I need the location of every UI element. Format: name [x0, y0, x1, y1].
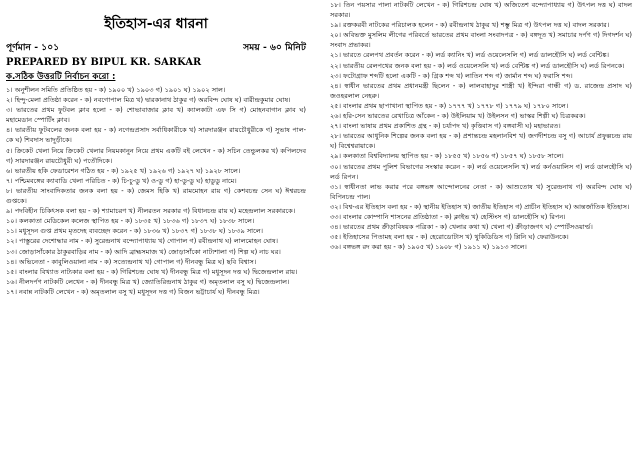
right-column [326, 0, 638, 452]
question-item: ২১। ভারতে রেলপথ প্রবর্তন করেন - ক) লর্ড ক্যানিং খ) লর্ড ওয়েলেসলি গ) লর্ড ডালহৌসি ঘ) লর্ড বেন্টিঙ্ক। [330, 51, 609, 60]
section-heading: ক.সঠিক উত্তরটি নির্বাচন করো : [6, 72, 116, 82]
question-item: ২৪। স্বাধীন ভারতের প্রথম প্রধানমন্ত্রী ছিলেন - ক) লালবাহাদুর শাস্ত্রী খ) ইন্দিরা গান্ধী গ) ড. রাজেন্দ্র প্রসাদ ঘ) জওহরলাল নেহরু। [330, 81, 632, 100]
question-item: ২৯। কলকাতা বিশ্ববিদ্যালয় স্থাপিত হয় - ক) ১৮৫৫ খ) ১৮৫৬ গ) ১৮৫৭ ঘ) ১৮৫৮ সালে। [330, 152, 564, 161]
question-item: ৭। পশ্চিমবঙ্গের ক্যাবাডি খেলা পরিচিত - ক) চি-চু-ডু খ) ও-ডু গ) হা-ডু-ডু ঘ) হাডুডু নামে। [6, 176, 237, 185]
question-item: ৫। ক্রিকেট খেলা নিয়ে ক্রিকেট খেলার নিয়মকানুন নিয়ে প্রথম একটি বই লেখেন - ক) সচিন তেন্ডুলকর খ) কপিলদেব গ) সারদারঞ্জন রায়চৌধুরী ঘ) পতৌদিকে। [6, 146, 306, 165]
question-item: ৩৪। ভারতের প্রথম ক্রীড়াবিষয়ক পত্রিকা - ক) খেলার কথা খ) খেলা গ) ক্রীড়াজগৎ ঘ) স্পোর্টসওয়ার্ল্ড। [330, 223, 593, 232]
question-item: ৩৬। বঙ্গভঙ্গ রদ করা হয় - ক) ১৯০৫ খ) ১৯০৮ গ) ১৯১১ ঘ) ১৯১৩ সালে। [330, 243, 527, 252]
question-item: ২৭। বাংলা ভাষায় প্রথম প্রকাশিত গ্রন্থ - ক) চর্যাপদ খ) কৃত্তিবাস গ) বঙ্গবাসী ঘ) মহাভারত। [330, 122, 561, 131]
left-column [0, 0, 312, 452]
question-item: ৯। পদবিহীন চিকিৎসক বলা হয় - ক) শ্যামাচরণ খ) নীলরতন সরকার গ) বিধানচন্দ্র রায় ঘ) মহেন্দ্রলাল সরকারকে। [6, 207, 296, 216]
question-item: ৩২। বিশ্ব-এর ইতিহাস বলা হয় - ক) স্থানীয় ইতিহাস খ) জাতীয় ইতিহাস গ) প্রাচীন ইতিহাস ঘ) আন্তর্জাতিক ইতিহাস। [330, 202, 630, 211]
question-item: ১। অনুশীলন সমিতি প্রতিষ্ঠিত হয় - ক) ১৯০০ খ) ১৯০৩ গ) ১৯০১ ঘ) ১৯০২ সাল। [6, 86, 226, 94]
document-title: ইতিহাস-এর ধারনা [104, 16, 208, 32]
time-limit: সময় - ৬০ মিনিট [243, 42, 306, 53]
question-item: ১৬। নীলদর্পণ নাটকটি লেখেন - ক) দীনবন্ধু মিত্র খ) জ্যোতিরিন্দ্রনাথ ঠাকুর গ) অমৃতলাল বসু ঘ) দ্বিজেন্দ্রলাল। [6, 277, 290, 286]
question-item: ১৭। নবান্ন নাটকটি লেখেন - ক) অমৃতলাল বসু খ) মধুসূদন দত্ত গ) বিজন ভট্টাচার্য ঘ) দীনবন্ধু মিত্র। [6, 287, 260, 296]
question-item: ১৯। রক্তকরবী নাটকের পরিচালক হলেন - ক) রবীন্দ্রনাথ ঠাকুর খ) শম্ভু মিত্র গ) উৎপল দত্ত ঘ) বাদল সরকার। [330, 21, 610, 30]
question-item: ২৩। ফটোগ্রাফ শব্দটি হলো একটি - ক) গ্রিক শব্দ খ) লাতিন শব্দ গ) জার্মান শব্দ ঘ) ফরাসি শব্দ। [330, 71, 573, 80]
question-item: ৩০। ভারতের প্রথম পুলিশ বিভাগের সংস্কার করেন - ক) লর্ড ওয়েলেসলি খ) লর্ড কর্নওয়ালিস গ) লর্ড ডালহৌসি ঘ) লর্ড রিপন। [330, 162, 632, 181]
question-item: ১৪। অভিনেতা - কাবুলিওয়ালা নাম - ক) সত্যেন্দ্রনাথ খ) গোপাল গ) দীনবন্ধু মিত্র ঘ) ছবি বিশ্বাস। [6, 257, 257, 266]
question-item: ৬। ভারতীয় হকি ফেডারেশন গঠিত হয় - ক) ১৯২৫ খ) ১৯২৬ গ) ১৯২৭ ঘ) ১৯২৮ সালে। [6, 166, 241, 175]
question-item: ২। হিন্দু-মেলা প্রতিষ্ঠা করেন - ক) নবগোপাল মিত্র খ) দ্বারকানাথ ঠাকুর গ) অরবিন্দ ঘোষ ঘ) বারীন্দ্রকুমার ঘোষ। [6, 96, 291, 105]
question-item: ৪। ভারতীয় ফুটবলের জনক বলা হয় - ক) নগেন্দ্রপ্রসাদ সর্বাধিকারীকে খ) সারদারঞ্জন রায়চৌধুরীকে গ) সুভাষ পাল-কে ঘ) শিবদাস ভাদুড়ীকে। [6, 126, 306, 145]
question-item: ১০। কলকাতা মেডিকেল কলেজ স্থাপিত হয় - ক) ১৮৩৫ খ) ১৮৩৬ গ) ১৮৩৭ ঘ) ১৮৩৮ সালে। [6, 217, 255, 226]
question-item: ২৬। হরি-সেন ভারতের রেখাচিত্র আঁকেন - ক) উইলিয়াম খ) উইলসন গ) ভাস্কর শিল্পী ঘ) চিত্রকরক। [330, 112, 586, 121]
question-item: ৩৩। বাংলার কোম্পানি শাসনের প্রতিষ্ঠাতা - ক) ক্লাইভ খ) হেস্টিংস গ) ডালহৌসি ঘ) রিপন। [330, 212, 566, 221]
full-marks: পূর্ণমান - ১০১ [6, 42, 60, 53]
question-item: ১৫। বাংলার বিখ্যাত নাট্যকার বলা হয় - ক) গিরিশচন্দ্র ঘোষ খ) দীনবন্ধু মিত্র গ) মধুসূদন দত্ত ঘ) দ্বিজেন্দ্রলাল রায়। [6, 267, 298, 276]
question-item: ১২। পাস্তুরের দেশোদ্ধার নাম - ক) সুরেন্দ্রনাথ বন্দ্যোপাধ্যায় খ) গোপাল গ) রবীন্দ্রনাথ ঘ) লালমোহন ঘোষ। [6, 237, 278, 246]
author-line: PREPARED BY BIPUL KR. SARKAR [6, 57, 202, 68]
question-item: ১৮। তিন পয়সার পালা নাটকটি লেখেন - ক) গিরিশচন্দ্র ঘোষ খ) অজিতেশ বন্দ্যোপাধ্যায় গ) উৎপল দত্ত ঘ) বাদল সরকার। [330, 1, 632, 20]
question-item: ১১। মধুসূদন গুপ্ত প্রথম মৃতদেহ ব্যবচ্ছেদ করেন - ক) ১৮৩৬ খ) ১৮৩৭ গ) ১৮৩৮ ঘ) ১৮৩৯ সালে। [6, 227, 264, 236]
question-item: ৮। ভারতীয় সাংবাদিকতার জনক বলা হয় - ক) জেমস হিকি খ) রামমোহন রায় গ) কেশবচন্দ্র সেন ঘ) ঈশ্বরচন্দ্র গুপ্তকে। [6, 186, 306, 206]
exam-meta [0, 40, 312, 55]
question-item: ২৫। বাংলার প্রথম ছাপাখানা স্থাপিত হয় - ক) ১৭৭৭ খ) ১৭৭৮ গ) ১৭৭৯ ঘ) ১৭৮০ সালে। [330, 101, 569, 110]
question-item: ৩৫। ইতিহাসের পিতামহ বলা হয় - ক) হেরোডোটাস খ) থুকিডিডিস গ) প্লিনি ঘ) ফেরাউনকে। [330, 233, 569, 242]
question-item: ১৩। জোড়াসাঁকোর ঠাকুরবাড়ির নাম - ক) আদি ব্রাহ্মসমাজ খ) জোড়াসাঁকো নাট্যশালা গ) শিল্প ঘ) নাচ ঘর। [6, 247, 281, 256]
question-item: ৩১। স্বাধীনতা লাভ করার পরে বঙ্গভঙ্গ আন্দোলনের নেতা - ক) আশুতোষ খ) সুরেন্দ্রনাথ গ) অরবিন্দ ঘোষ ঘ) বিপিনচন্দ্র পাল। [330, 182, 632, 201]
question-item: ৩। ভারতের প্রথম ফুটবল ক্লাব হলো - ক) শোভাবাজার ক্লাব খ) ক্যালকাটা এফ সি গ) মোহনবাগান ক্লাব ঘ) মহামেডান স্পোর্টিং ক্লাব। [6, 106, 306, 125]
question-item: ২৮। ভারতের আধুনিক শিল্পের জনক বলা হয় - ক) প্রশান্তচন্দ্র মহলানবিশ খ) জগদীশচন্দ্র বসু গ) আচার্য প্রফুল্লচন্দ্র রায় ঘ) বিশ্বেশ্বরায়াকে। [330, 132, 632, 151]
question-item: ২০। অবিভক্ত মুসলিম লীগের পরিবর্তে ভারতের প্রথম বাংলা সংবাদপত্র - ক) বঙ্গদূত খ) সমাচার দর্পণ গ) দিগদর্শন ঘ) সংবাদ প্রভাকর। [330, 31, 632, 50]
question-item: ২২। ভারতীয় রেলপথের জনক বলা হয় - ক) লর্ড ওয়েলেসলি খ) লর্ড বেন্টিঙ্ক গ) লর্ড ডালহৌসি ঘ) লর্ড রিপনকে। [330, 61, 625, 70]
